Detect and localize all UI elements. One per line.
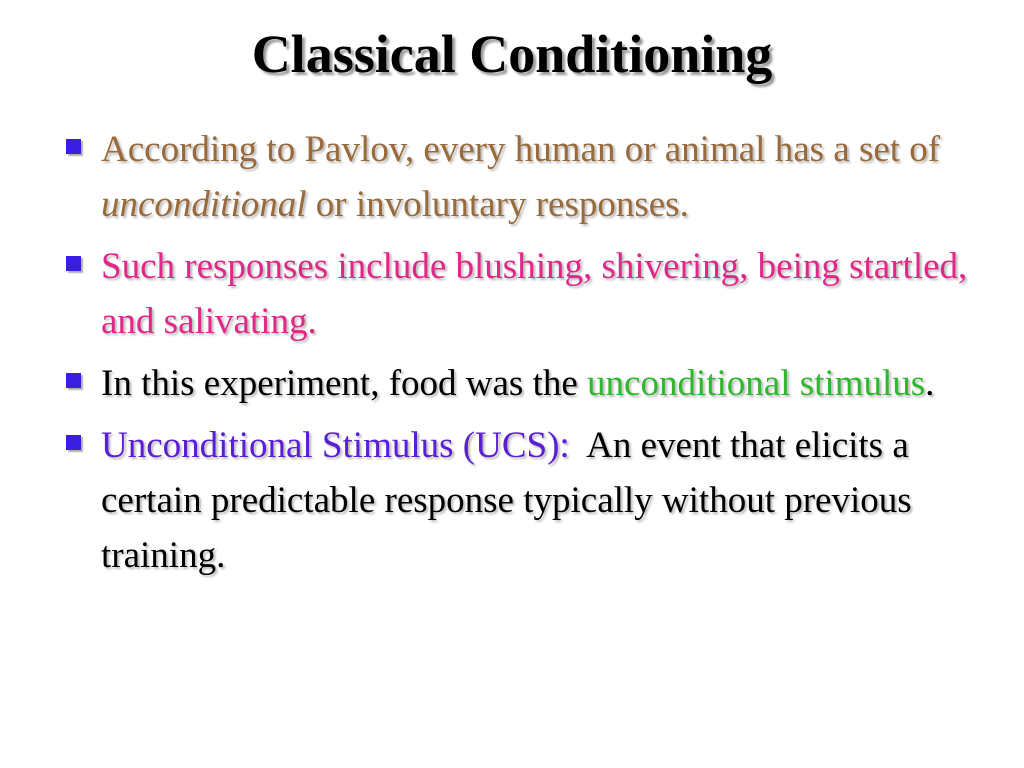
bullet-text: According to Pavlov, every human or animal has a set of <box>101 129 941 170</box>
bullet-text: In this experiment, food was the <box>101 363 588 404</box>
bullet-item-pavlov <box>64 122 974 232</box>
bullet-text: . <box>925 363 935 404</box>
slide-title: Classical Conditioning <box>251 24 773 84</box>
highlight-unconditional-stimulus: unconditional stimulus <box>587 363 926 404</box>
emphasis-unconditional: unconditional <box>101 184 307 225</box>
bullet-list <box>64 122 974 590</box>
bullet-text: or involuntary responses. <box>306 184 689 225</box>
square-bullet-icon <box>66 435 81 450</box>
square-bullet-icon <box>66 373 81 388</box>
bullet-item-responses <box>64 239 974 349</box>
square-bullet-icon <box>66 256 81 271</box>
bullet-item-ucs-definition <box>64 418 974 583</box>
square-bullet-icon <box>66 139 81 154</box>
definition-text: An event that elicits a certain predictable response typically without previous training. <box>101 425 921 576</box>
bullet-item-experiment <box>64 356 974 411</box>
term-ucs: Unconditional Stimulus (UCS): <box>101 425 570 466</box>
bullet-text: Such responses include blushing, shivering, being startled, and salivating. <box>101 246 968 342</box>
